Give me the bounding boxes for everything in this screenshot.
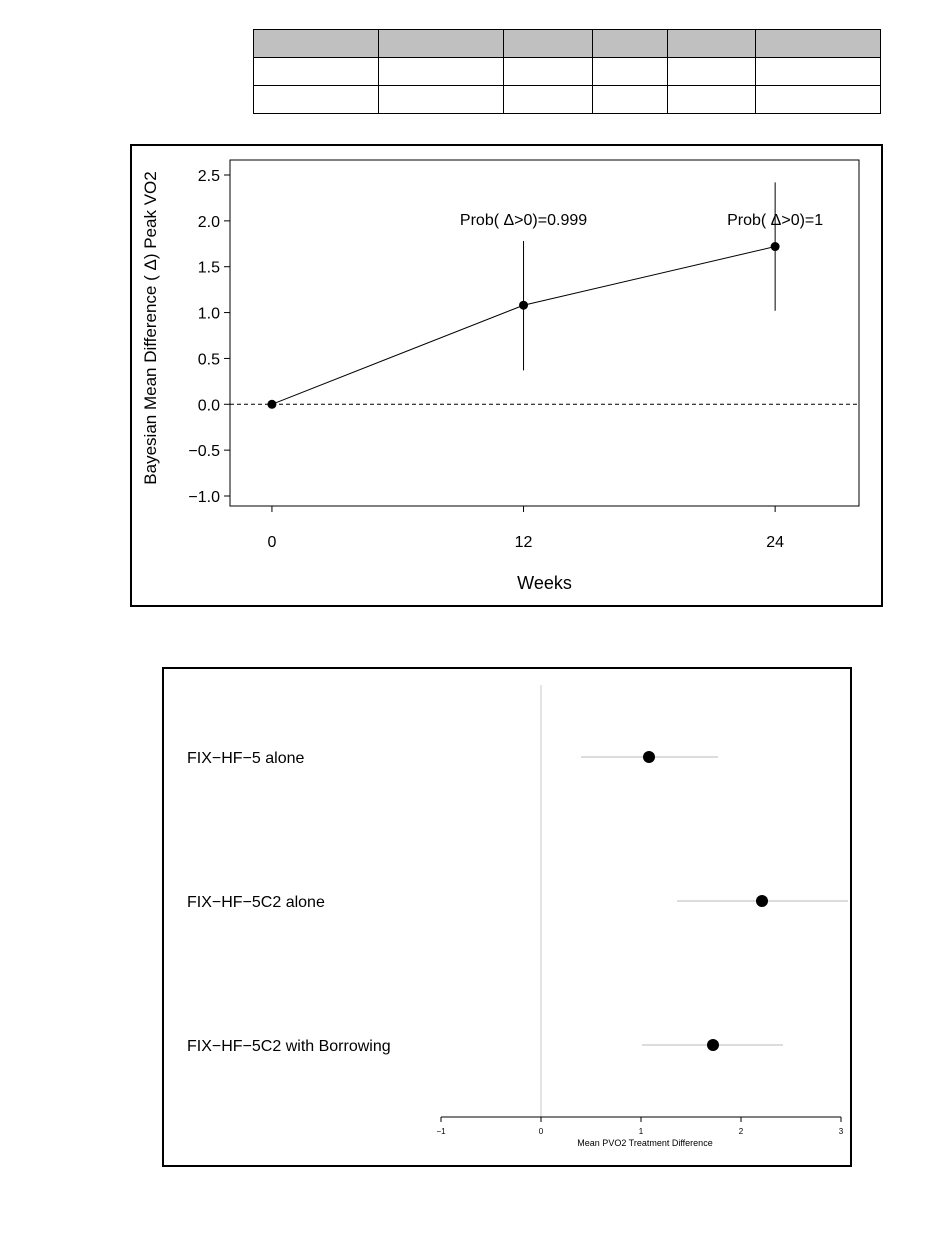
row-label: FIX−HF−5C2 alone: [187, 894, 325, 911]
table-cell: [254, 30, 379, 58]
y-tick-label: 0.0: [197, 397, 220, 415]
data-point: [519, 301, 528, 310]
weeks-line-chart: [132, 146, 885, 609]
x-tick-label: 1: [638, 1127, 644, 1136]
table-cell: [254, 58, 379, 86]
table-row: [254, 58, 881, 86]
x-tick-label: 0: [267, 534, 277, 551]
prob-annotation: Prob( Δ>0)=0.999: [459, 212, 588, 229]
table-cell: [756, 30, 881, 58]
y-tick-label: 2.5: [197, 168, 220, 185]
table-cell: [379, 86, 504, 114]
x-axis-label: Weeks: [517, 573, 572, 593]
estimate-point: [643, 751, 655, 763]
row-label: FIX−HF−5 alone: [187, 750, 305, 767]
table-cell: [593, 30, 668, 58]
table-cell: [668, 30, 756, 58]
forest-plot: [164, 669, 854, 1169]
y-axis-label: Bayesian Mean Difference ( Δ) Peak VO2: [141, 171, 160, 485]
estimate-point: [756, 895, 768, 907]
table-cell: [668, 86, 756, 114]
x-tick-label: 12: [514, 534, 533, 551]
x-tick-label: 24: [766, 534, 785, 551]
y-tick-label: −1.0: [188, 489, 220, 506]
chart-panel-1: [130, 144, 883, 607]
row-label: FIX−HF−5C2 with Borrowing: [187, 1038, 391, 1055]
y-tick-label: 0.5: [197, 351, 220, 369]
table-cell: [254, 86, 379, 114]
table-cell: [379, 58, 504, 86]
prob-annotation: Prob( Δ>0)=1: [727, 212, 824, 229]
table-cell: [504, 58, 593, 86]
data-point: [267, 400, 276, 409]
chart-panel-2: [162, 667, 852, 1167]
x-tick-label: 0: [538, 1127, 544, 1136]
table-cell: [756, 86, 881, 114]
table-cell: [504, 30, 593, 58]
table-cell: [593, 58, 668, 86]
y-tick-label: 1.5: [197, 259, 220, 277]
x-axis-label: Mean PVO2 Treatment Difference: [577, 1138, 713, 1148]
table-cell: [379, 30, 504, 58]
table-cell: [668, 58, 756, 86]
table-header-row: [254, 30, 881, 58]
estimate-point: [707, 1039, 719, 1051]
table-cell: [504, 86, 593, 114]
table-cell: [756, 58, 881, 86]
x-tick-label: −1: [436, 1127, 446, 1136]
y-tick-label: 2.0: [197, 213, 220, 231]
x-tick-label: 2: [738, 1127, 744, 1136]
data-point: [771, 242, 780, 251]
y-tick-label: 1.0: [197, 305, 220, 323]
summary-table: [253, 29, 881, 114]
x-tick-label: 3: [838, 1127, 844, 1136]
table-cell: [593, 86, 668, 114]
y-tick-label: −0.5: [188, 443, 220, 461]
table-row: [254, 86, 881, 114]
